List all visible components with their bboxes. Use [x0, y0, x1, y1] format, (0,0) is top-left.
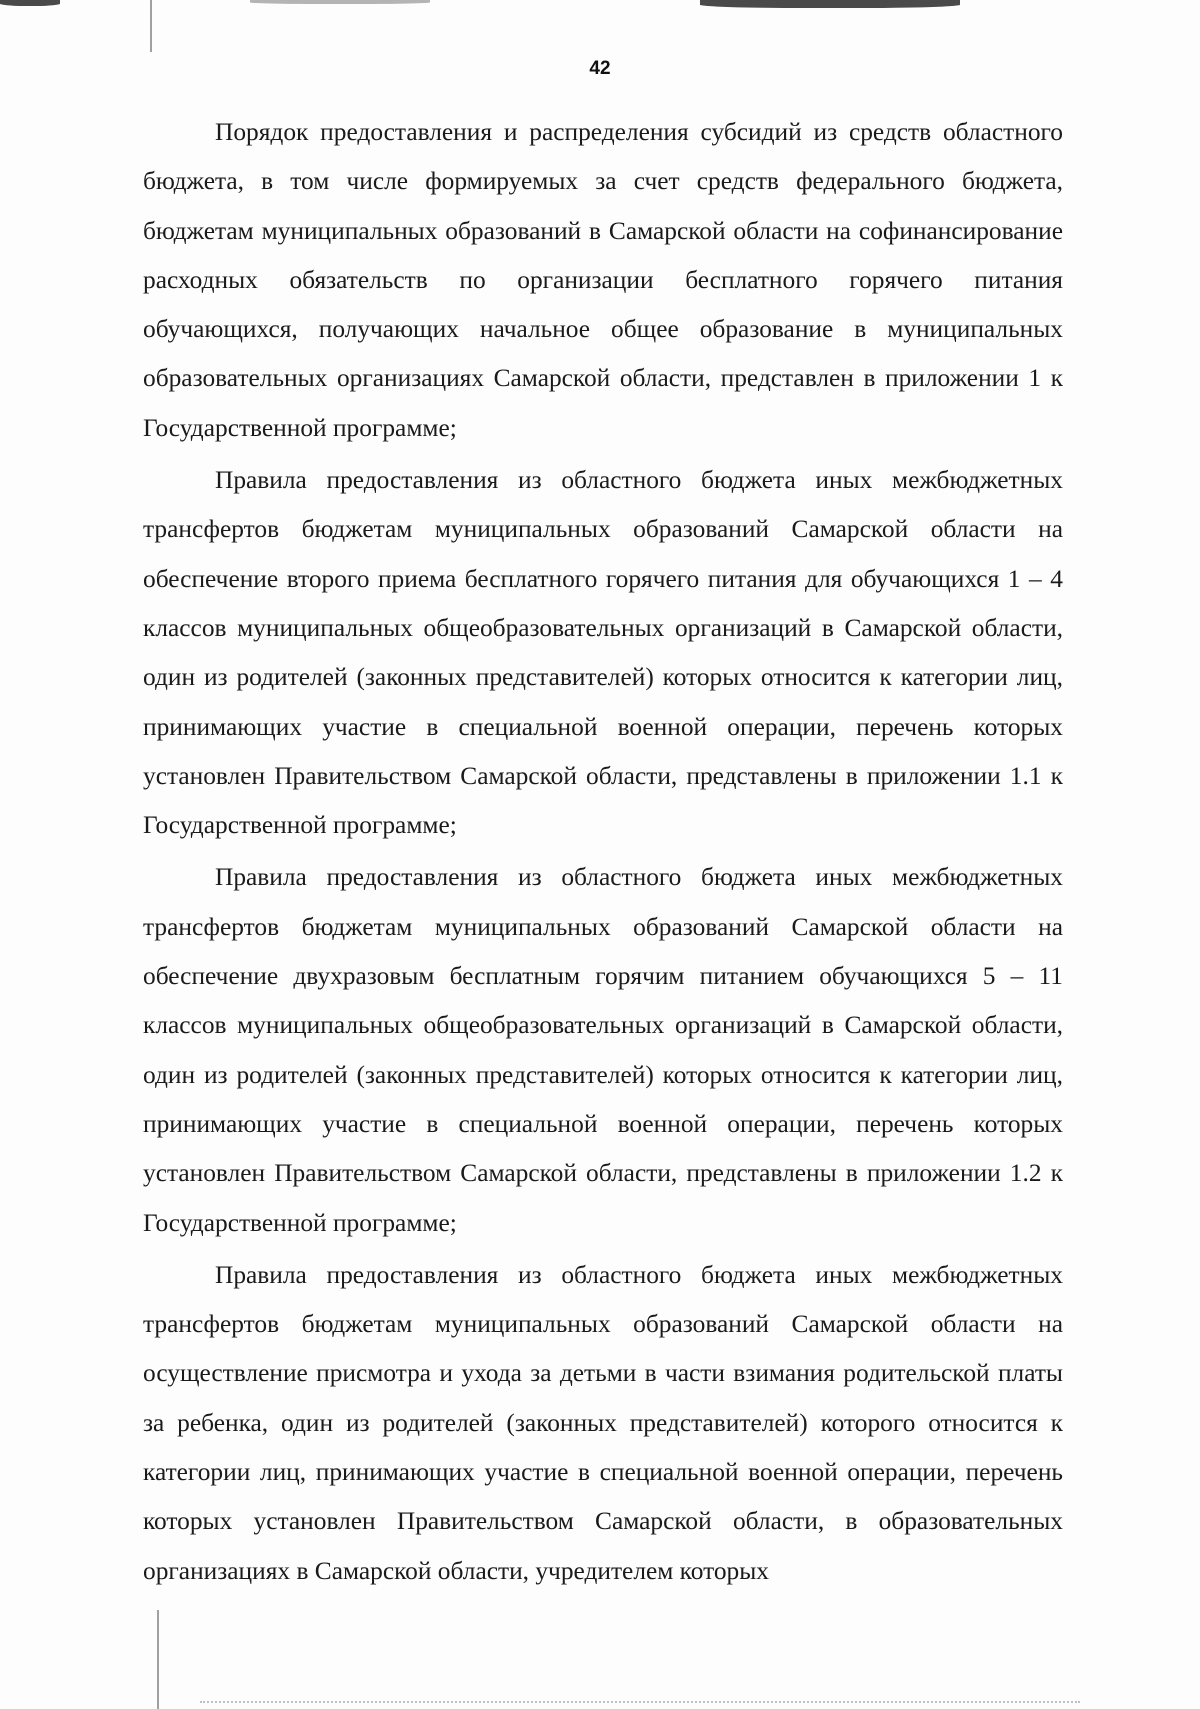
- paragraph-2: Правила предоставления из областного бюджета иных межбюджетных трансфертов бюджетам муниципальных образований Самарской области на обеспечение второго приема бесплатного горячего питания для обучающихся 1 – 4 классов муниципальных общеобразовательных организаций в Самарской области, один из родителей (законных представителей) которых относится к категории лиц, принимающих участие в специальной военной операции, перечень которых установлен Правительством Самарской области, представлены в приложении 1.1 к Государственной программе;: [143, 466, 1063, 840]
- document-body: [143, 108, 1063, 1599]
- scan-artifact-top: [0, 0, 1200, 14]
- scan-artifact-bottom: [200, 1701, 1080, 1709]
- scan-margin-line-top: [150, 0, 152, 52]
- paragraph-3: Правила предоставления из областного бюджета иных межбюджетных трансфертов бюджетам муниципальных образований Самарской области на обеспечение двухразовым бесплатным горячим питанием обучающихся 5 – 11 классов муниципальных общеобразовательных организаций в Самарской области, один из родителей (законных представителей) которых относится к категории лиц, принимающих участие в специальной военной операции, перечень которых установлен Правительством Самарской области, представлены в приложении 1.2 к Государственной программе;: [143, 863, 1063, 1237]
- paragraph-4: Правила предоставления из областного бюджета иных межбюджетных трансфертов бюджетам муниципальных образований Самарской области на осуществление присмотра и ухода за детьми в части взимания родительской платы за ребенка, один из родителей (законных представителей) которого относится к категории лиц, принимающих участие в специальной военной операции, перечень которых установлен Правительством Самарской области, в образовательных организациях в Самарской области, учредителем которых: [143, 1260, 1063, 1585]
- scan-margin-line-bottom: [157, 1610, 159, 1709]
- paragraph-1: Порядок предоставления и распределения субсидий из средств областного бюджета, в том числе формируемых за счет средств федерального бюджета, бюджетам муниципальных образований в Самарской области на софинансирование расходных обязательств по организации бесплатного горячего питания обучающихся, получающих начальное общее образование в муниципальных образовательных организациях Самарской области, представлен в приложении 1 к Государственной программе;: [143, 118, 1063, 442]
- page-number: 42: [589, 58, 611, 79]
